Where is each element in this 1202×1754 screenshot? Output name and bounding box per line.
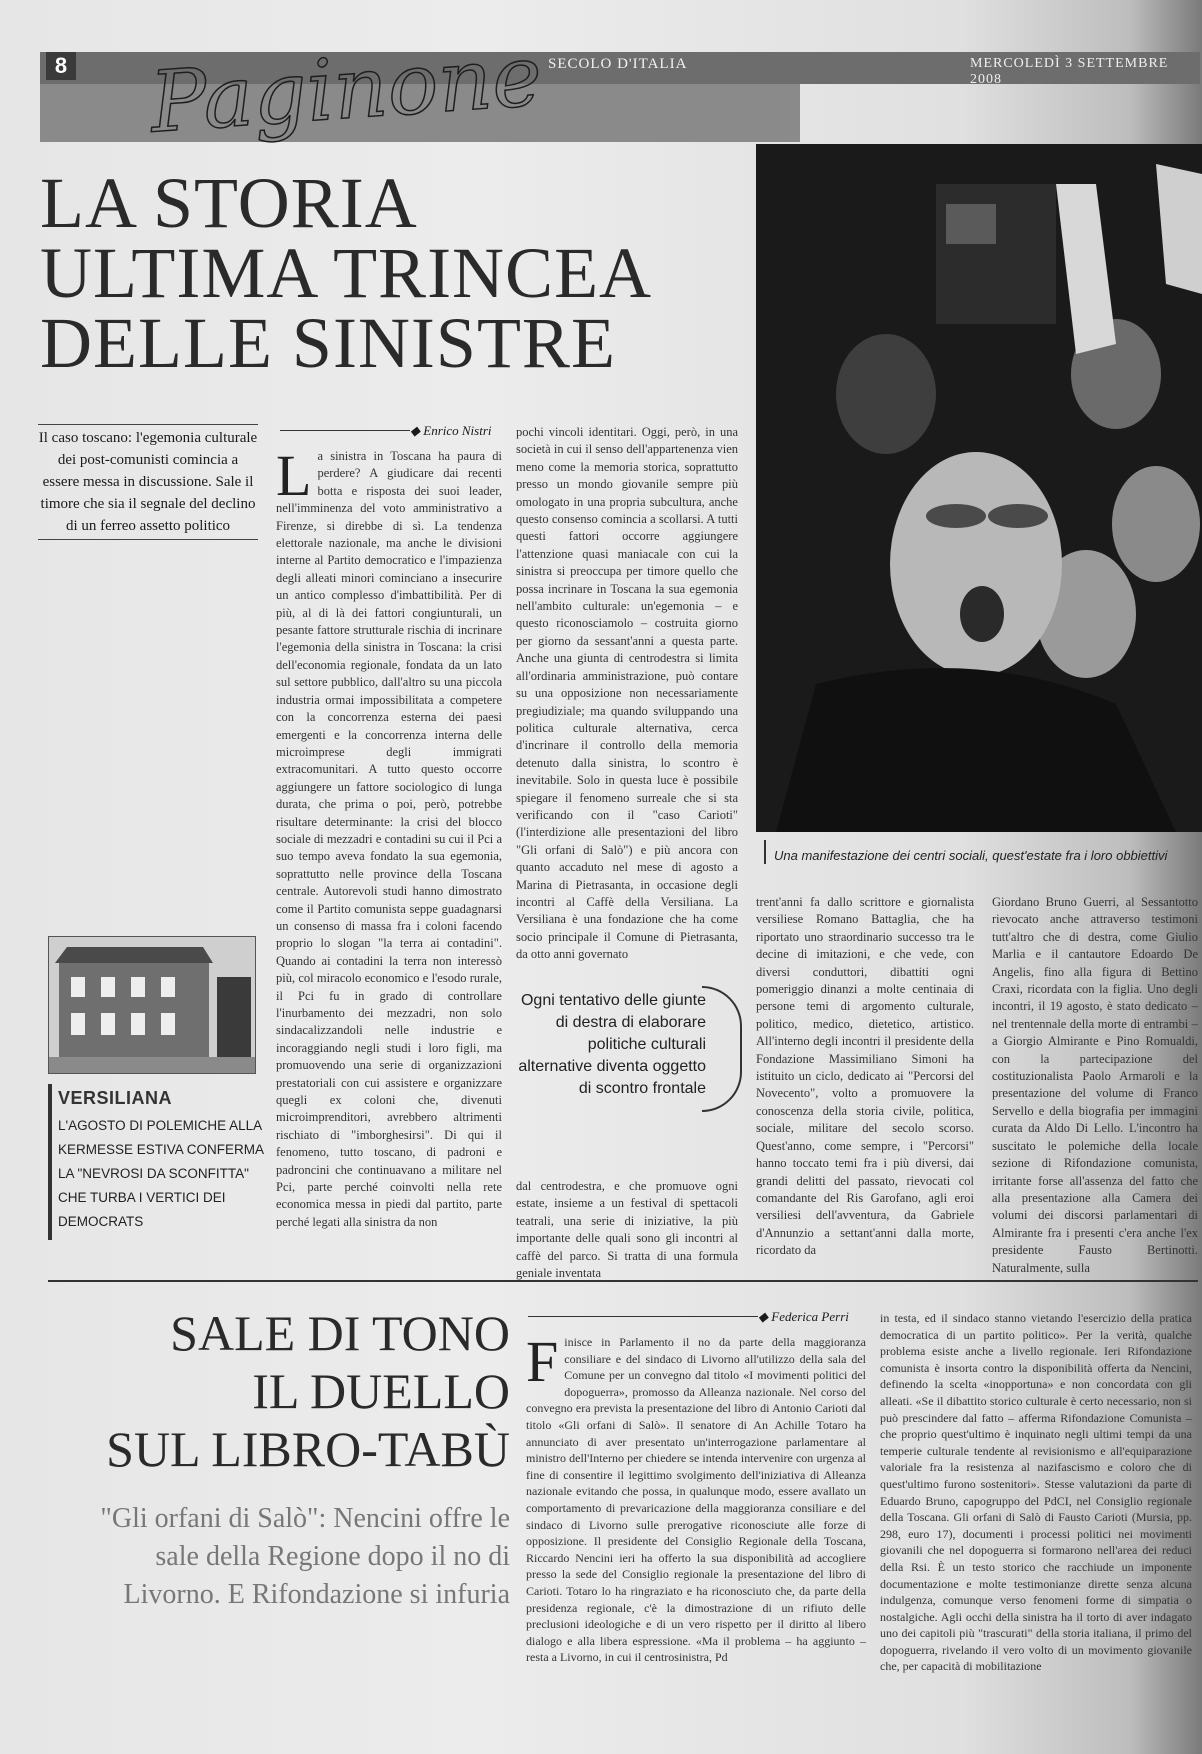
- article-column-4: [992, 894, 1198, 1275]
- article-column-2-end: [516, 1178, 738, 1281]
- newspaper-name: SECOLO D'ITALIA: [548, 56, 688, 72]
- column-text: pochi vincoli identitari. Oggi, però, in una società in cui il senso dell'appartenenza vien meno come la memoria storica, soprattutto presso un mondo giovanile sempre più omologato in una propria subcultura, anche questo consenso comincia a scollarsi. A tutti questi fattori occorre aggiungere l'attenzione quasi maniacale con cui la sinistra si preoccupa per timore quello che possa incrinare in Toscana la sua egemonia nell'ambito culturale: un'egemonia – e questo riconosciamolo – costruita giorno per giorno da sessant'anni a questa parte. Anche una giunta di centrodestra si limita all'ordinaria amministrazione, può contare su una opposizione non necessariamente pregiudiziale; ma quando sviluppando una politica culturale alternativa, cerca d'incrinare il controllo della memoria detenuto dalla sinistra, lo scontro è inevitabile. Solo in questa luce è possibile spiegare il fenomeno surreale che si sta verificando con il "caso Carioti" (l'interdizione alle presentazioni del libro "Gli orfani di Salò") e più ancora con quanto accaduto nel mese di agosto a Marina di Pietrasanta, in occasione degli incontri al Caffè della Versiliana. La Versiliana è una fondazione che ha come socio principale il Comune di Pietrasanta, da otto anni governato: [516, 425, 738, 962]
- headline-line: LA STORIA: [40, 163, 418, 243]
- author-byline: ◆ Enrico Nistri: [410, 423, 492, 438]
- headline-line: ULTIMA TRINCEA: [40, 233, 653, 313]
- issue-date: MERCOLEDÌ 3 SETTEMBRE 2008: [970, 56, 1169, 87]
- headline-line: DELLE SINISTRE: [40, 303, 616, 383]
- sidebar-text: L'AGOSTO DI POLEMICHE ALLA KERMESSE ESTIVA CONFERMA LA "NEVROSI DA SCONFITTA" CHE TURBA I VERTICI DEI DEMOCRATS: [58, 1118, 264, 1229]
- photo-caption: Una manifestazione dei centri sociali, quest'estate fra i loro obbiettivi: [774, 848, 1168, 863]
- villa-photo: [48, 936, 256, 1074]
- villa-photo-image: [49, 937, 255, 1073]
- pull-quote-bracket: [702, 986, 742, 1112]
- article2-column-1: [526, 1329, 866, 1746]
- drop-cap: L: [276, 443, 312, 508]
- headline-line: IL DUELLO: [252, 1363, 510, 1419]
- section-title: Paginone: [147, 26, 545, 152]
- column-text: inisce in Parlamento il no da parte della maggioranza consiliare e del sindaco di Livorno all'utilizzo della sala del Comune per un convegno dal titolo «I movimenti politici del dopoguerra», promosso da Alleanza nazionale. Nel corso del convegno era prevista la presentazione del libro di Antonio Carioti dal titolo «Gli orfani di Salò». Il senatore di An Achille Totaro ha annunciato di aver presentato un'interrogazione parlamentare al ministro dell'Interno per chiedere se intenda intervenire con urgenza al fine di consentire il legittimo svolgimento dell'iniziativa di Alleanza nazionale evitando che possa, in qualunque modo, essere avallato un comportamento di prevaricazione della maggioranza consiliare e del sindaco di Livorno sulle prerogative riconosciute alle forze di opposizione. Il presidente del Consiglio Regionale della Toscana, Riccardo Nencini ieri ha offerto la sua disponibilità ad accogliere presso la sede del Consiglio regionale la presentazione del libro di Carioti. Totaro lo ha ringraziato e ha riconosciuto che, da parte della presidenza regionale, c'è la dimostrazione di un rifiuto delle preclusioni ideologiche e di un vero rispetto per il diritto al libero dialogo e alla libera espressione. «Ma il problema – ha aggiunto – resta a Livorno, in cui il centrosinistra, Pd: [526, 1335, 866, 1665]
- page-number: 8: [46, 52, 76, 80]
- drop-cap: F: [526, 1329, 559, 1394]
- pull-quote: Ogni tentativo delle giunte di destra di elaborare politiche culturali alternative diventa oggetto di scontro frontale: [518, 992, 706, 1097]
- column-text: Giordano Bruno Guerri, al Sessantotto rievocato anche attraverso testimoni tutt'altro che di destra, come Giulio Marlia e il cantautore Edoardo De Angelis, fino alla figura di Bettino Craxi, ricordata con la figlia. Uno degli incontri, il 19 agosto, è stato dedicato – nel trentennale della morte di entrambi – a Giorgio Almirante e Pino Romualdi, con la partecipazione del costituzionalista Paolo Armaroli e la presentazione del volume di Franco Servello e della biografia per immagini curata da Aldo Di Lello. L'incontro ha suscitato le polemiche della locale sezione di Rifondazione comunista, irritante forse all'assenza del fatto che alla presentazione alla Camera dei volumi dei discorsi parlamentari di Almirante fra i presenti c'era anche l'ex presidente Fausto Bertinotti. Naturalmente, sulla: [992, 895, 1198, 1275]
- column-text: trent'anni fa dallo scrittore e giornalista versiliese Romano Battaglia, che ha riportato uno straordinario successo tra le decine di imitazioni, e che vede, con diversi conduttori, dibattiti ogni pomeriggio dinanzi a molte centinaia di persone temi di argomento culturale, politico, medico, dietetico, artistico. All'interno degli incontri il presidente della Fondazione Massimiliano Simoni ha istituito un ciclo, dedicato ai "Percorsi del Novecento", volto a promuovere la conoscenza della storia civile, politica, sociale, militare del secolo scorso. Quest'anno, come sempre, i "Percorsi" hanno toccato temi fra i più diversi, dai grandi delitti del passato, rievocati col comandante del Ris Garofano, agli eroi versiliesi dell'avventura, da Gabriele d'Annunzio a settant'anni dalla morte, ricordato da: [756, 895, 974, 1258]
- author-byline: ◆ Federica Perri: [758, 1309, 849, 1324]
- column-text: a sinistra in Toscana ha paura di perdere? A giudicare dai recenti botta e risposta dei suoi leader, nell'imminenza del voto amministrativo a Firenze, si direbbe di sì. La tendenza elettorale nazionale, ma anche le divisioni interne al Partito democratico e l'impazienza degli alleati minori cominciano a insecurire un antico complesso d'imbattibilità. Per di più, al di là dei fattori congiunturali, un pesante fattore strutturale rischia di incrinare l'egemonia della sinistra in Toscana: la crisi dell'economia regionale, fondata da un lato sul settore pubblico, dall'altro su una piccola industria ormai impossibilitata a competere con la concorrenza esterna dei paesi emergenti e la concorrenza interna delle microimprese degli immigrati extracomunitari. A tutto questo occorre aggiungere un fattore sociologico di lunga durata, che prima o poi, però, potrebbe risultare determinante: la crisi del blocco sociale di mezzadri e contadini su cui il Pci a suo tempo aveva fondato la sua egemonia, soprattutto nelle province della Toscana centrale. Autorevoli studi hanno dimostrato come il Partito comunista seppe guadagnarsi un consenso di massa fra i coloni facendo proprio lo slogan "la terra ai contadini". Quando ai contadini la terra non interessò più, col miracolo economico e l'esodo rurale, il Pci fu in grado di controllare l'inurbamento dei mezzadri, non solo sindacalizzandoli nelle industrie e incoraggiando negli studi i loro figli, ma promuovendo una serie di organizzazioni prestatoriali con cui assistere e organizzare quegli ex coloni che, divenuti microimprenditori, avrebbero altrimenti rischiato di "imborghesirsi". Di qui il fenomeno, tutto toscano, di padroni e padroncini che continuavano a militare nel Pci, parte perché coinvolti nella rete economica messa in piedi dal partito, parte perché legati alla sinistra da non: [276, 449, 502, 1229]
- sidebar-title: VERSILIANA: [58, 1088, 173, 1108]
- headline-line: SALE DI TONO: [170, 1305, 510, 1361]
- article-column-3: [756, 894, 974, 1258]
- caption-bar: [764, 840, 766, 864]
- article2-column-2: [880, 1310, 1192, 1746]
- section-divider: [48, 1280, 1198, 1282]
- article-column-1: [276, 443, 502, 1244]
- author-rule: [528, 1316, 758, 1317]
- author-rule: [280, 430, 410, 431]
- column-text: dal centrodestra, e che promuove ogni estate, insieme a un festival di spettacoli teatrali, una serie di iniziative, la più importante delle quali sono gli incontri al caffè del parco. Si tratta di una formula geniale inventata: [516, 1179, 738, 1281]
- protest-photo-image: [756, 144, 1202, 832]
- main-headline: [40, 163, 653, 383]
- column-text: in testa, ed il sindaco stanno vietando l'esercizio della pratica democratica di un partito politico». Per la verità, qualche problema esiste anche a livello regionale. Ieri Rifondazione comunista è insorta contro la disponibilità offerta da Nencini, definendo la scelta «inopportuna» e non concordata con gli alleati. «Se il dibattito storico culturale è certo necessario, non si può prescindere dal fatto – afferma Rifondazione Comunista – che proprio quest'ultimo è inquinato negli ultimi tempi da una temperie culturale tendente al revisionismo e all'equiparazione valoriale fra la resistenza al nazifascismo e coloro che di quest'ultimo furono sostenitori». Stesse valutazioni da parte di Eduardo Bruno, capogruppo del PdCI, nel Consiglio regionale della Toscana. Gli orfani di Salò di Fausto Carioti (Mursia, pp. 298, euro 17), documenti i processi politici nei movimenti giovanili che nel dopoguerra si formarono nell'area dei reduci della Rsi. È un testo storico che racchiude un imponente documentazione e molte testimonianze dirette senza alcuna indulgenza, comunque verso fenomeni forme di simpatia o nostalgiche. Agli occhi della sinistra ha il torto di aver indagato uno dei capitoli più "trascurati" della storia italiana, il primo del dopoguerra, rivelando il vero volto di un movimento giovanile che, per capacità di mobilitazione: [880, 1311, 1192, 1674]
- article-summary: Il caso toscano: l'egemonia culturale dei post-comunisti comincia a essere messa in discussione. Sale il timore che sia il segnale del declino di un ferreo assetto politico: [38, 424, 258, 540]
- second-subhead: "Gli orfani di Salò": Nencini offre le sale della Regione dopo il no di Livorno. E Rifondazione si infuria: [100, 1503, 510, 1610]
- protest-photo: [756, 144, 1202, 832]
- article-column-2: [516, 424, 738, 972]
- sidebar-rule: [48, 1084, 52, 1240]
- headline-line: SUL LIBRO-TABÙ: [106, 1421, 510, 1477]
- second-headline: [70, 1304, 510, 1478]
